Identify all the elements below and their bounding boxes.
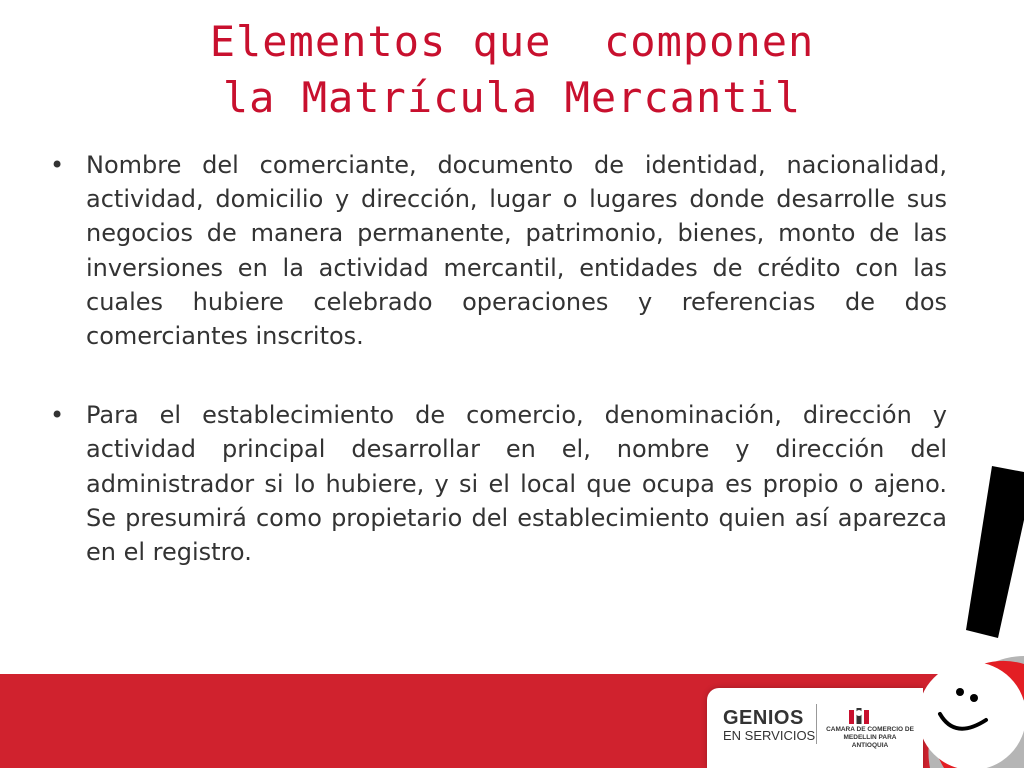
slide-title: Elementos que componen la Matrícula Mercantil [209,17,815,122]
genios-subtitle: EN SERVICIOS [723,728,816,743]
bullet-text: Nombre del comerciante, documento de identidad, nacionalidad, actividad, domicilio y dirección, lugar o lugares donde desarrolle sus negocios de manera permanente, patrimonio, bienes, monto de las inversiones en la actividad mercantil, entidades de crédito con las cuales hubiere celebrado operaciones y referencias de dos comerciantes inscritos. [86,151,947,351]
bullet-list [45,148,947,569]
bullet-item [45,148,947,353]
bullet-item [45,398,947,569]
genios-logo: GENIOS [723,707,804,729]
bullet-marker: • [50,151,65,179]
logo-divider [816,704,817,744]
camara-logo-icon [848,707,870,725]
bullet-text: Para el establecimiento de comercio, denominación, dirección y actividad principal desarrollar en el, nombre y dirección del administrador si lo hubiere, y si el local que ocupa es propio o ajeno. Se presumirá como propietario del establecimiento quien así aparezca en el registro. [86,401,947,567]
camara-logo-text: CAMARA DE COMERCIO DE MEDELLIN PARA ANTIOQUIA [826,726,914,749]
logo-card [707,688,923,768]
bullet-marker: • [50,401,65,430]
